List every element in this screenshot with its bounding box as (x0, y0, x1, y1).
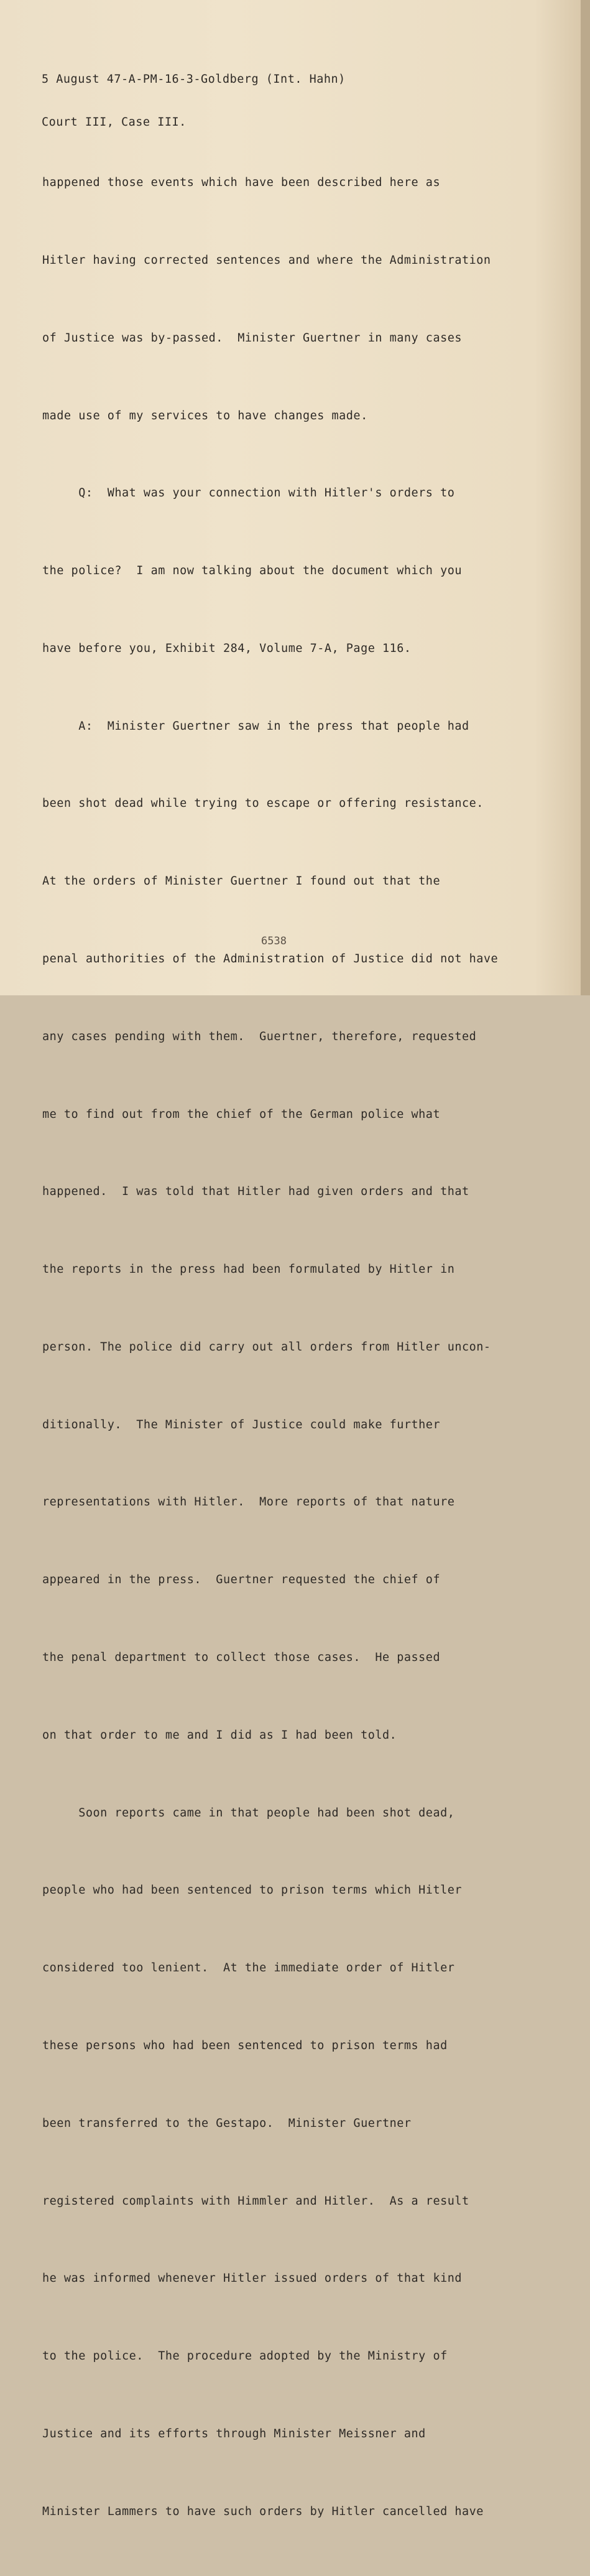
body-line: person. The police did carry out all orders from Hitler uncon- (42, 1340, 491, 1354)
body-line: Q: What was your connection with Hitler's orders to (42, 486, 455, 500)
body-line: the police? I am now talking about the document which you (42, 564, 463, 578)
body-line: Minister Lammers to have such orders by Hitler cancelled have (42, 2504, 484, 2518)
body-line: the penal department to collect those cases. He passed (42, 1651, 441, 1665)
header-line-2: Court III, Case III. (42, 116, 187, 129)
body-line: considered too lenient. At the immediate order of Hitler (42, 1961, 455, 1975)
body-line: happened those events which have been described here as (42, 176, 441, 190)
body-line: At the orders of Minister Guertner I found out that the (42, 875, 441, 888)
body-line: been transferred to the Gestapo. Minister Guertner (42, 2116, 412, 2130)
body-line: ditionally. The Minister of Justice could make further (42, 1418, 441, 1431)
body-line: Soon reports came in that people had been shot dead, (42, 1806, 455, 1820)
body-line: have before you, Exhibit 284, Volume 7-A, Page 116. (42, 641, 412, 655)
body-line: these persons who had been sentenced to prison terms had (42, 2039, 448, 2052)
body-line: to the police. The procedure adopted by the Ministry of (42, 2350, 448, 2363)
body-line: happened. I was told that Hitler had given orders and that (42, 1185, 469, 1199)
body-line: representations with Hitler. More reports of that nature (42, 1495, 455, 1509)
body-line: Hitler having corrected sentences and where the Administration (42, 253, 491, 267)
body-line: on that order to me and I did as I had been told. (42, 1728, 397, 1742)
body-line: registered complaints with Himmler and Hitler. As a result (42, 2194, 469, 2208)
body-line: any cases pending with them. Guertner, therefore, requested (42, 1030, 477, 1043)
body-line: penal authorities of the Administration of Justice did not have (42, 952, 499, 965)
body-line: the reports in the press had been formulated by Hitler in (42, 1263, 455, 1276)
body-line: made use of my services to have changes made. (42, 409, 368, 422)
body-line: people who had been sentenced to prison terms which Hitler (42, 1884, 463, 1897)
body-line: he was informed whenever Hitler issued orders of that kind (42, 2272, 463, 2285)
scan-edge (581, 0, 590, 995)
body-line: Justice and its efforts through Minister Meissner and (42, 2427, 426, 2440)
body-line: A: Minister Guertner saw in the press that people had (42, 719, 469, 733)
page-number: 6538 (261, 935, 287, 947)
body-line: me to find out from the chief of the German police what (42, 1107, 441, 1121)
body-line: of Justice was by-passed. Minister Guertner in many cases (42, 331, 463, 345)
transcript-body (42, 118, 498, 2576)
body-line: been shot dead while trying to escape or offering resistance. (42, 797, 484, 811)
header-line-1: 5 August 47-A-PM-16-3-Goldberg (Int. Hahn) (42, 73, 346, 86)
body-line: appeared in the press. Guertner requested the chief of (42, 1573, 441, 1587)
